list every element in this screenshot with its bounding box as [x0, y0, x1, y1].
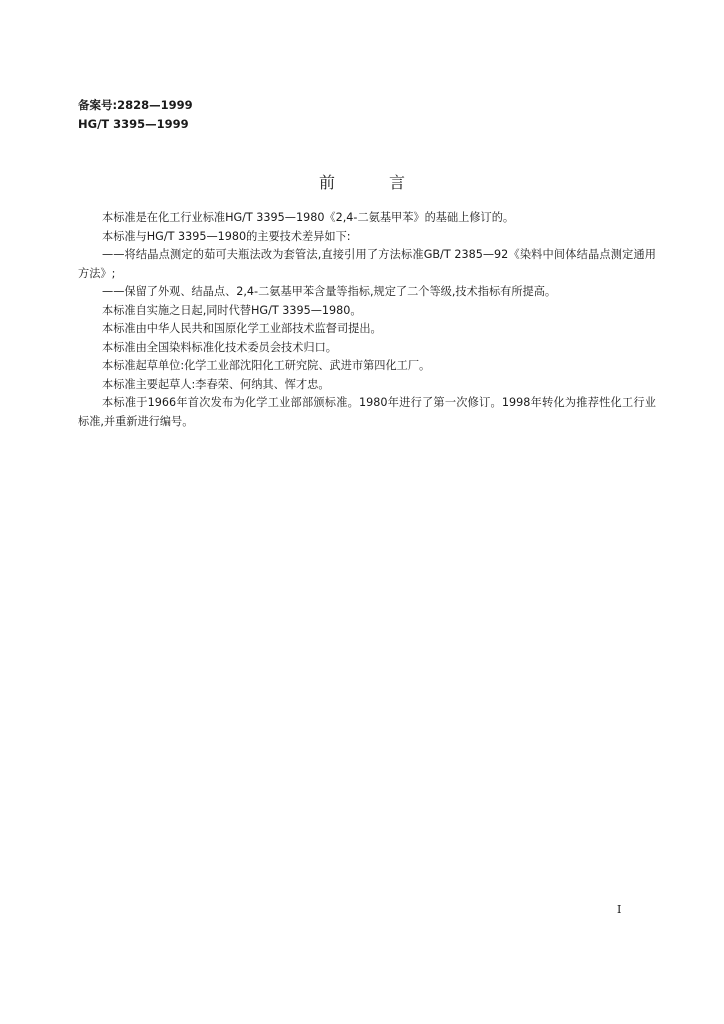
page-title: 前言: [318, 173, 459, 192]
page-number: I: [617, 903, 622, 916]
paragraph: 本标准于1966年首次发布为化学工业部部颁标准。1980年进行了第一次修订。1998年转化为推荐性化工行业标准,并重新进行编号。: [78, 396, 656, 428]
paragraph: 本标准是在化工行业标准HG/T 3395—1980《2,4-二氨基甲苯》的基础上修订的。: [102, 211, 515, 224]
record-number: 备案号:2828—1999: [78, 98, 193, 112]
paragraph: 本标准自实施之日起,同时代替HG/T 3395—1980。: [102, 303, 362, 317]
paragraph: 本标准主要起草人:李春荣、何纳其、恽才忠。: [102, 377, 330, 391]
paragraph: 本标准由全国染料标准化技术委员会技术归口。: [102, 340, 337, 354]
paragraph: ——将结晶点测定的茹可夫瓶法改为套管法,直接引用了方法标准GB/T 2385—92《染料中间体结晶点测定通用方法》;: [78, 248, 656, 280]
paragraph: ——保留了外观、结晶点、2,4-二氨基甲苯含量等指标,规定了二个等级,技术指标有所提高。: [102, 285, 557, 298]
paragraph: 本标准由中华人民共和国原化学工业部技术监督司提出。: [102, 322, 382, 335]
paragraph: 本标准起草单位:化学工业部沈阳化工研究院、武进市第四化工厂。: [102, 359, 431, 372]
standard-code: HG/T 3395—1999: [78, 117, 189, 131]
paragraph: 本标准与HG/T 3395—1980的主要技术差异如下:: [102, 229, 351, 243]
foreword-body: [78, 209, 656, 431]
